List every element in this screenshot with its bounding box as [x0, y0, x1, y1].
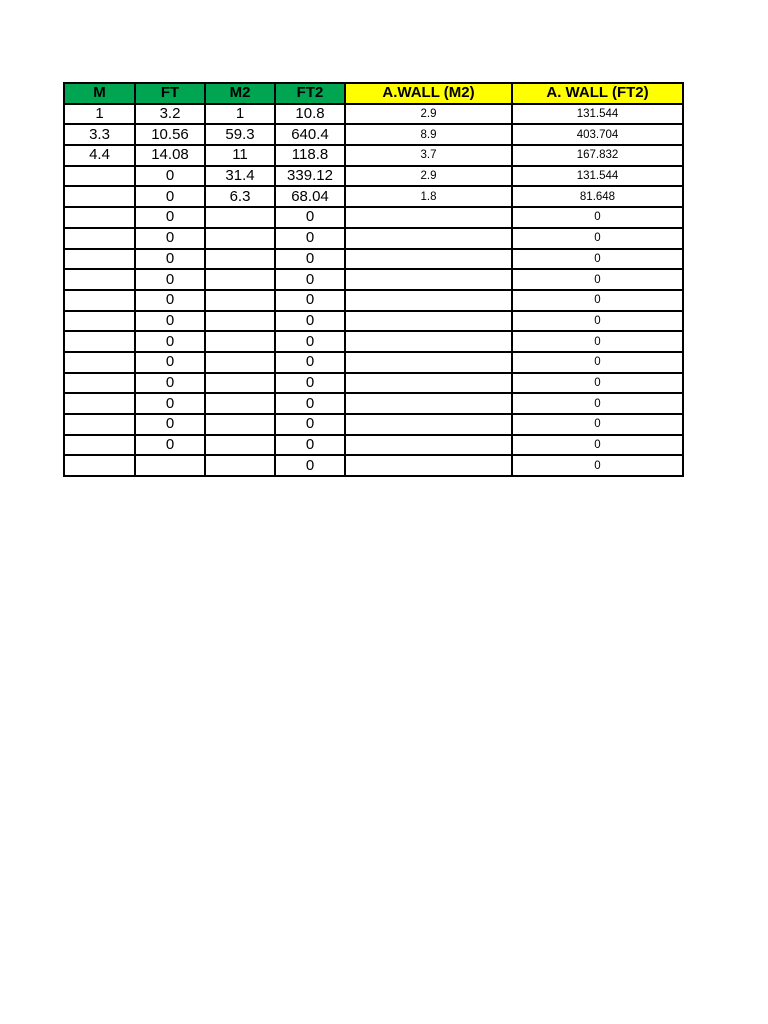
- cell-ft: 0: [135, 373, 205, 394]
- cell-wall-ft2: 131.544: [512, 104, 683, 125]
- cell-wall-m2: [345, 269, 512, 290]
- cell-ft: 0: [135, 311, 205, 332]
- cell-m: [64, 290, 135, 311]
- cell-ft2: 0: [275, 393, 345, 414]
- cell-wall-m2: 1.8: [345, 186, 512, 207]
- cell-m: [64, 311, 135, 332]
- cell-wall-ft2: 81.648: [512, 186, 683, 207]
- header-row: [64, 83, 683, 104]
- cell-ft: 0: [135, 290, 205, 311]
- cell-ft: 0: [135, 352, 205, 373]
- cell-m: [64, 269, 135, 290]
- cell-m: [64, 373, 135, 394]
- table-row: [64, 145, 683, 166]
- header-m2: M2: [205, 83, 275, 104]
- cell-m: [64, 393, 135, 414]
- cell-ft2: 339.12: [275, 166, 345, 187]
- table-body: [64, 104, 683, 476]
- cell-ft2: 640.4: [275, 124, 345, 145]
- table-row: [64, 455, 683, 476]
- cell-m: [64, 352, 135, 373]
- cell-wall-m2: [345, 290, 512, 311]
- cell-wall-ft2: 0: [512, 269, 683, 290]
- header-ft2: FT2: [275, 83, 345, 104]
- header-wall-ft2: A. WALL (FT2): [512, 83, 683, 104]
- cell-m2: [205, 414, 275, 435]
- table-row: [64, 207, 683, 228]
- cell-wall-ft2: 0: [512, 311, 683, 332]
- cell-ft: [135, 455, 205, 476]
- cell-ft2: 118.8: [275, 145, 345, 166]
- cell-m2: [205, 228, 275, 249]
- table-row: [64, 331, 683, 352]
- cell-ft2: 0: [275, 269, 345, 290]
- cell-m: [64, 207, 135, 228]
- cell-ft2: 0: [275, 249, 345, 270]
- table-row: [64, 269, 683, 290]
- header-wall-m2: A.WALL (M2): [345, 83, 512, 104]
- cell-wall-m2: [345, 311, 512, 332]
- cell-wall-m2: [345, 373, 512, 394]
- cell-m: [64, 455, 135, 476]
- cell-m2: 6.3: [205, 186, 275, 207]
- cell-wall-m2: [345, 455, 512, 476]
- cell-m2: [205, 311, 275, 332]
- table-row: [64, 435, 683, 456]
- cell-wall-ft2: 0: [512, 207, 683, 228]
- cell-wall-ft2: 167.832: [512, 145, 683, 166]
- cell-m2: [205, 455, 275, 476]
- table-row: [64, 373, 683, 394]
- cell-m: [64, 186, 135, 207]
- cell-wall-m2: [345, 393, 512, 414]
- cell-ft: 0: [135, 207, 205, 228]
- table-row: [64, 186, 683, 207]
- cell-m: [64, 331, 135, 352]
- cell-ft2: 0: [275, 228, 345, 249]
- cell-ft2: 0: [275, 207, 345, 228]
- cell-m: [64, 228, 135, 249]
- cell-wall-ft2: 0: [512, 373, 683, 394]
- cell-wall-m2: [345, 207, 512, 228]
- cell-ft: 14.08: [135, 145, 205, 166]
- cell-ft: 3.2: [135, 104, 205, 125]
- cell-wall-m2: 8.9: [345, 124, 512, 145]
- cell-m2: [205, 290, 275, 311]
- cell-ft2: 68.04: [275, 186, 345, 207]
- table-row: [64, 393, 683, 414]
- cell-m: [64, 249, 135, 270]
- cell-wall-m2: [345, 352, 512, 373]
- table-row: [64, 228, 683, 249]
- cell-ft2: 0: [275, 290, 345, 311]
- cell-ft: 0: [135, 228, 205, 249]
- table-row: [64, 311, 683, 332]
- cell-ft2: 0: [275, 331, 345, 352]
- cell-wall-ft2: 0: [512, 455, 683, 476]
- cell-wall-ft2: 0: [512, 290, 683, 311]
- cell-ft2: 0: [275, 311, 345, 332]
- cell-ft: 0: [135, 166, 205, 187]
- table-row: [64, 124, 683, 145]
- cell-m: [64, 166, 135, 187]
- table-row: [64, 249, 683, 270]
- table-row: [64, 166, 683, 187]
- cell-m2: [205, 331, 275, 352]
- cell-m2: [205, 269, 275, 290]
- cell-m2: [205, 435, 275, 456]
- cell-wall-ft2: 403.704: [512, 124, 683, 145]
- cell-ft2: 0: [275, 373, 345, 394]
- cell-m: 1: [64, 104, 135, 125]
- cell-wall-m2: [345, 414, 512, 435]
- cell-wall-ft2: 0: [512, 249, 683, 270]
- cell-wall-ft2: 131.544: [512, 166, 683, 187]
- cell-m2: 31.4: [205, 166, 275, 187]
- cell-wall-ft2: 0: [512, 435, 683, 456]
- conversion-table: [63, 82, 684, 477]
- header-ft: FT: [135, 83, 205, 104]
- cell-wall-ft2: 0: [512, 414, 683, 435]
- cell-ft2: 0: [275, 435, 345, 456]
- cell-ft: 10.56: [135, 124, 205, 145]
- cell-ft2: 0: [275, 455, 345, 476]
- header-m: M: [64, 83, 135, 104]
- cell-ft: 0: [135, 249, 205, 270]
- table-row: [64, 414, 683, 435]
- cell-wall-m2: [345, 228, 512, 249]
- cell-m2: [205, 352, 275, 373]
- cell-wall-m2: [345, 435, 512, 456]
- cell-wall-ft2: 0: [512, 393, 683, 414]
- cell-m2: [205, 393, 275, 414]
- cell-ft2: 10.8: [275, 104, 345, 125]
- cell-wall-m2: [345, 331, 512, 352]
- cell-ft: 0: [135, 186, 205, 207]
- cell-ft: 0: [135, 393, 205, 414]
- cell-m2: [205, 373, 275, 394]
- table-row: [64, 290, 683, 311]
- cell-wall-ft2: 0: [512, 352, 683, 373]
- cell-ft2: 0: [275, 414, 345, 435]
- cell-m2: 1: [205, 104, 275, 125]
- cell-ft: 0: [135, 435, 205, 456]
- cell-m: 3.3: [64, 124, 135, 145]
- cell-wall-ft2: 0: [512, 228, 683, 249]
- cell-ft: 0: [135, 414, 205, 435]
- cell-m: 4.4: [64, 145, 135, 166]
- cell-m2: 11: [205, 145, 275, 166]
- cell-wall-m2: 3.7: [345, 145, 512, 166]
- cell-m2: 59.3: [205, 124, 275, 145]
- cell-wall-m2: [345, 249, 512, 270]
- cell-m2: [205, 207, 275, 228]
- cell-m: [64, 414, 135, 435]
- cell-ft: 0: [135, 331, 205, 352]
- cell-ft: 0: [135, 269, 205, 290]
- cell-wall-ft2: 0: [512, 331, 683, 352]
- cell-m: [64, 435, 135, 456]
- cell-m2: [205, 249, 275, 270]
- table-row: [64, 352, 683, 373]
- cell-ft2: 0: [275, 352, 345, 373]
- cell-wall-m2: 2.9: [345, 104, 512, 125]
- table-row: [64, 104, 683, 125]
- cell-wall-m2: 2.9: [345, 166, 512, 187]
